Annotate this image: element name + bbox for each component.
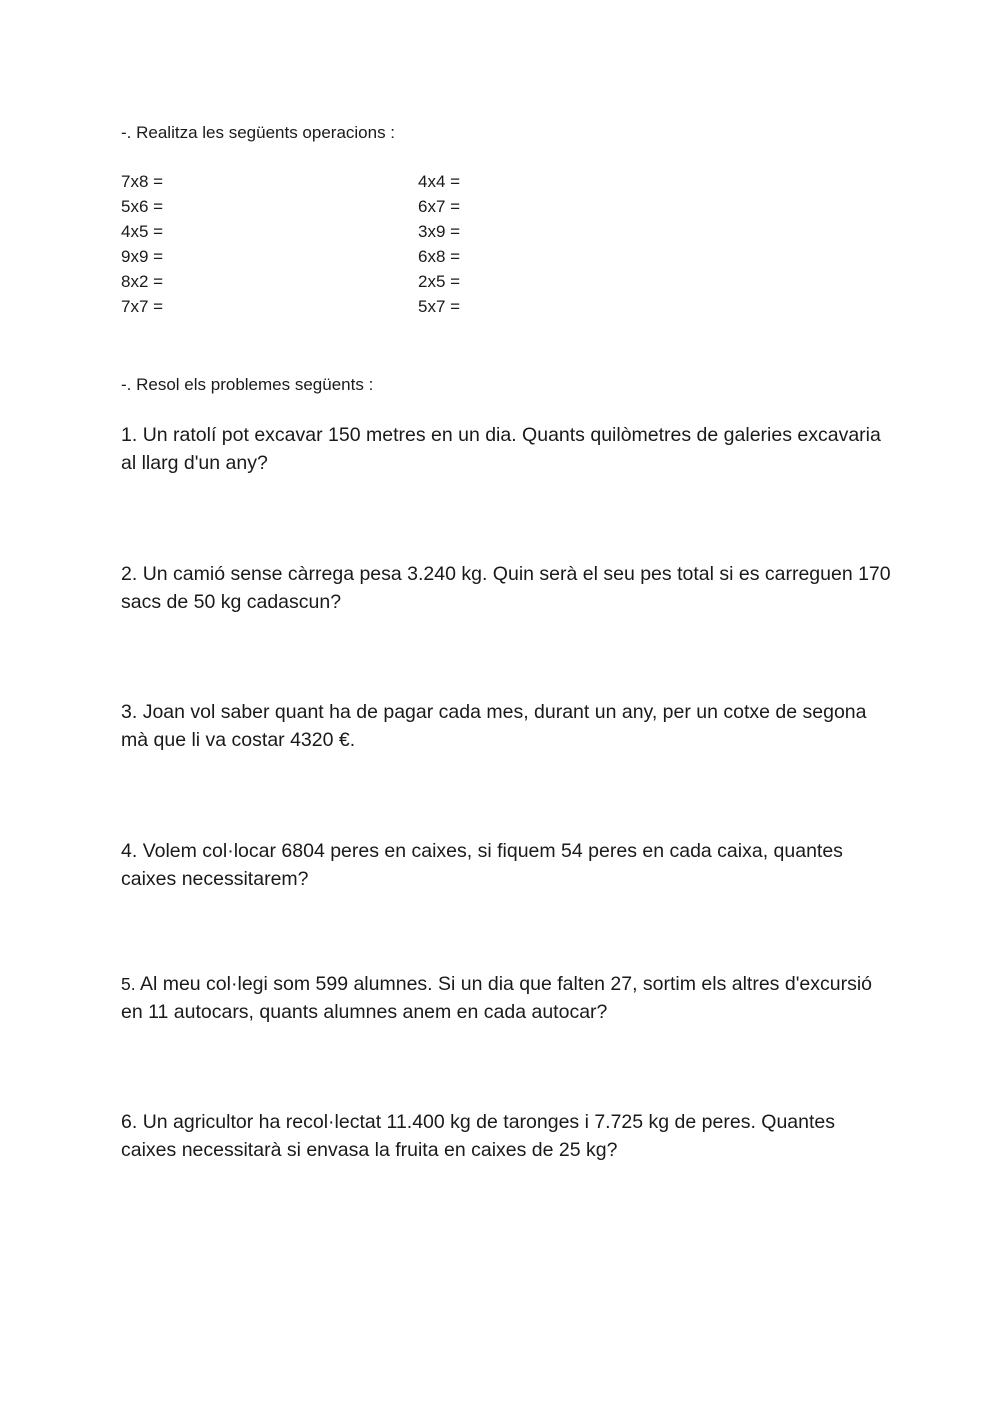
- problem-text: Volem col·locar 6804 peres en caixes, si fiquem 54 peres en cada caixa, quantes caixes necessitarem?: [121, 840, 843, 890]
- operation-left: 7x7 =: [121, 297, 164, 316]
- operation-row: [121, 272, 521, 297]
- operation-left: 5x6 =: [121, 197, 164, 216]
- problems-heading: -. Resol els problemes següents :: [121, 375, 374, 394]
- operation-row: [121, 297, 521, 322]
- problem-text: Joan vol saber quant ha de pagar cada mes, durant un any, per un cotxe de segona mà que li va costar 4320 €.: [121, 701, 867, 751]
- operations-grid: [121, 172, 521, 322]
- problem-text: Un agricultor ha recol·lectat 11.400 kg de taronges i 7.725 kg de peres. Quantes caixes necessitarà si envasa la fruita en caixes de 25 kg?: [121, 1111, 835, 1161]
- operations-heading: -. Realitza les següents operacions :: [121, 123, 396, 142]
- problem-6: [121, 1108, 891, 1164]
- problem-text: Un camió sense càrrega pesa 3.240 kg. Quin serà el seu pes total si es carreguen 170 sacs de 50 kg cadascun?: [121, 563, 891, 613]
- problem-number: 2.: [121, 563, 138, 585]
- problem-number: 4.: [121, 840, 138, 862]
- problem-number: 3.: [121, 701, 138, 723]
- problem-number: 1.: [121, 424, 138, 446]
- operation-right: 6x8 =: [418, 247, 461, 266]
- operation-left: 9x9 =: [121, 247, 164, 266]
- operation-right: 3x9 =: [418, 222, 461, 241]
- operation-right: 5x7 =: [418, 297, 461, 316]
- operation-left: 7x8 =: [121, 172, 164, 191]
- problem-1: [121, 421, 891, 477]
- problem-4: [121, 837, 891, 893]
- operation-row: [121, 172, 521, 197]
- operation-right: 4x4 =: [418, 172, 461, 191]
- operation-right: 6x7 =: [418, 197, 461, 216]
- operation-right: 2x5 =: [418, 272, 461, 291]
- problem-text: Al meu col·legi som 599 alumnes. Si un dia que falten 27, sortim els altres d'excursió en 11 autocars, quants alumnes anem en cada autocar?: [121, 973, 873, 1023]
- problem-2: [121, 560, 891, 616]
- problem-3: [121, 698, 891, 754]
- operation-row: [121, 197, 521, 222]
- problem-text: Un ratolí pot excavar 150 metres en un dia. Quants quilòmetres de galeries excavaria al llarg d'un any?: [121, 424, 881, 474]
- problem-5: [121, 970, 891, 1026]
- operation-left: 4x5 =: [121, 222, 164, 241]
- operation-row: [121, 247, 521, 272]
- operation-row: [121, 222, 521, 247]
- operation-left: 8x2 =: [121, 272, 164, 291]
- problem-number: 6.: [121, 1111, 138, 1133]
- problem-number: 5.: [121, 974, 136, 994]
